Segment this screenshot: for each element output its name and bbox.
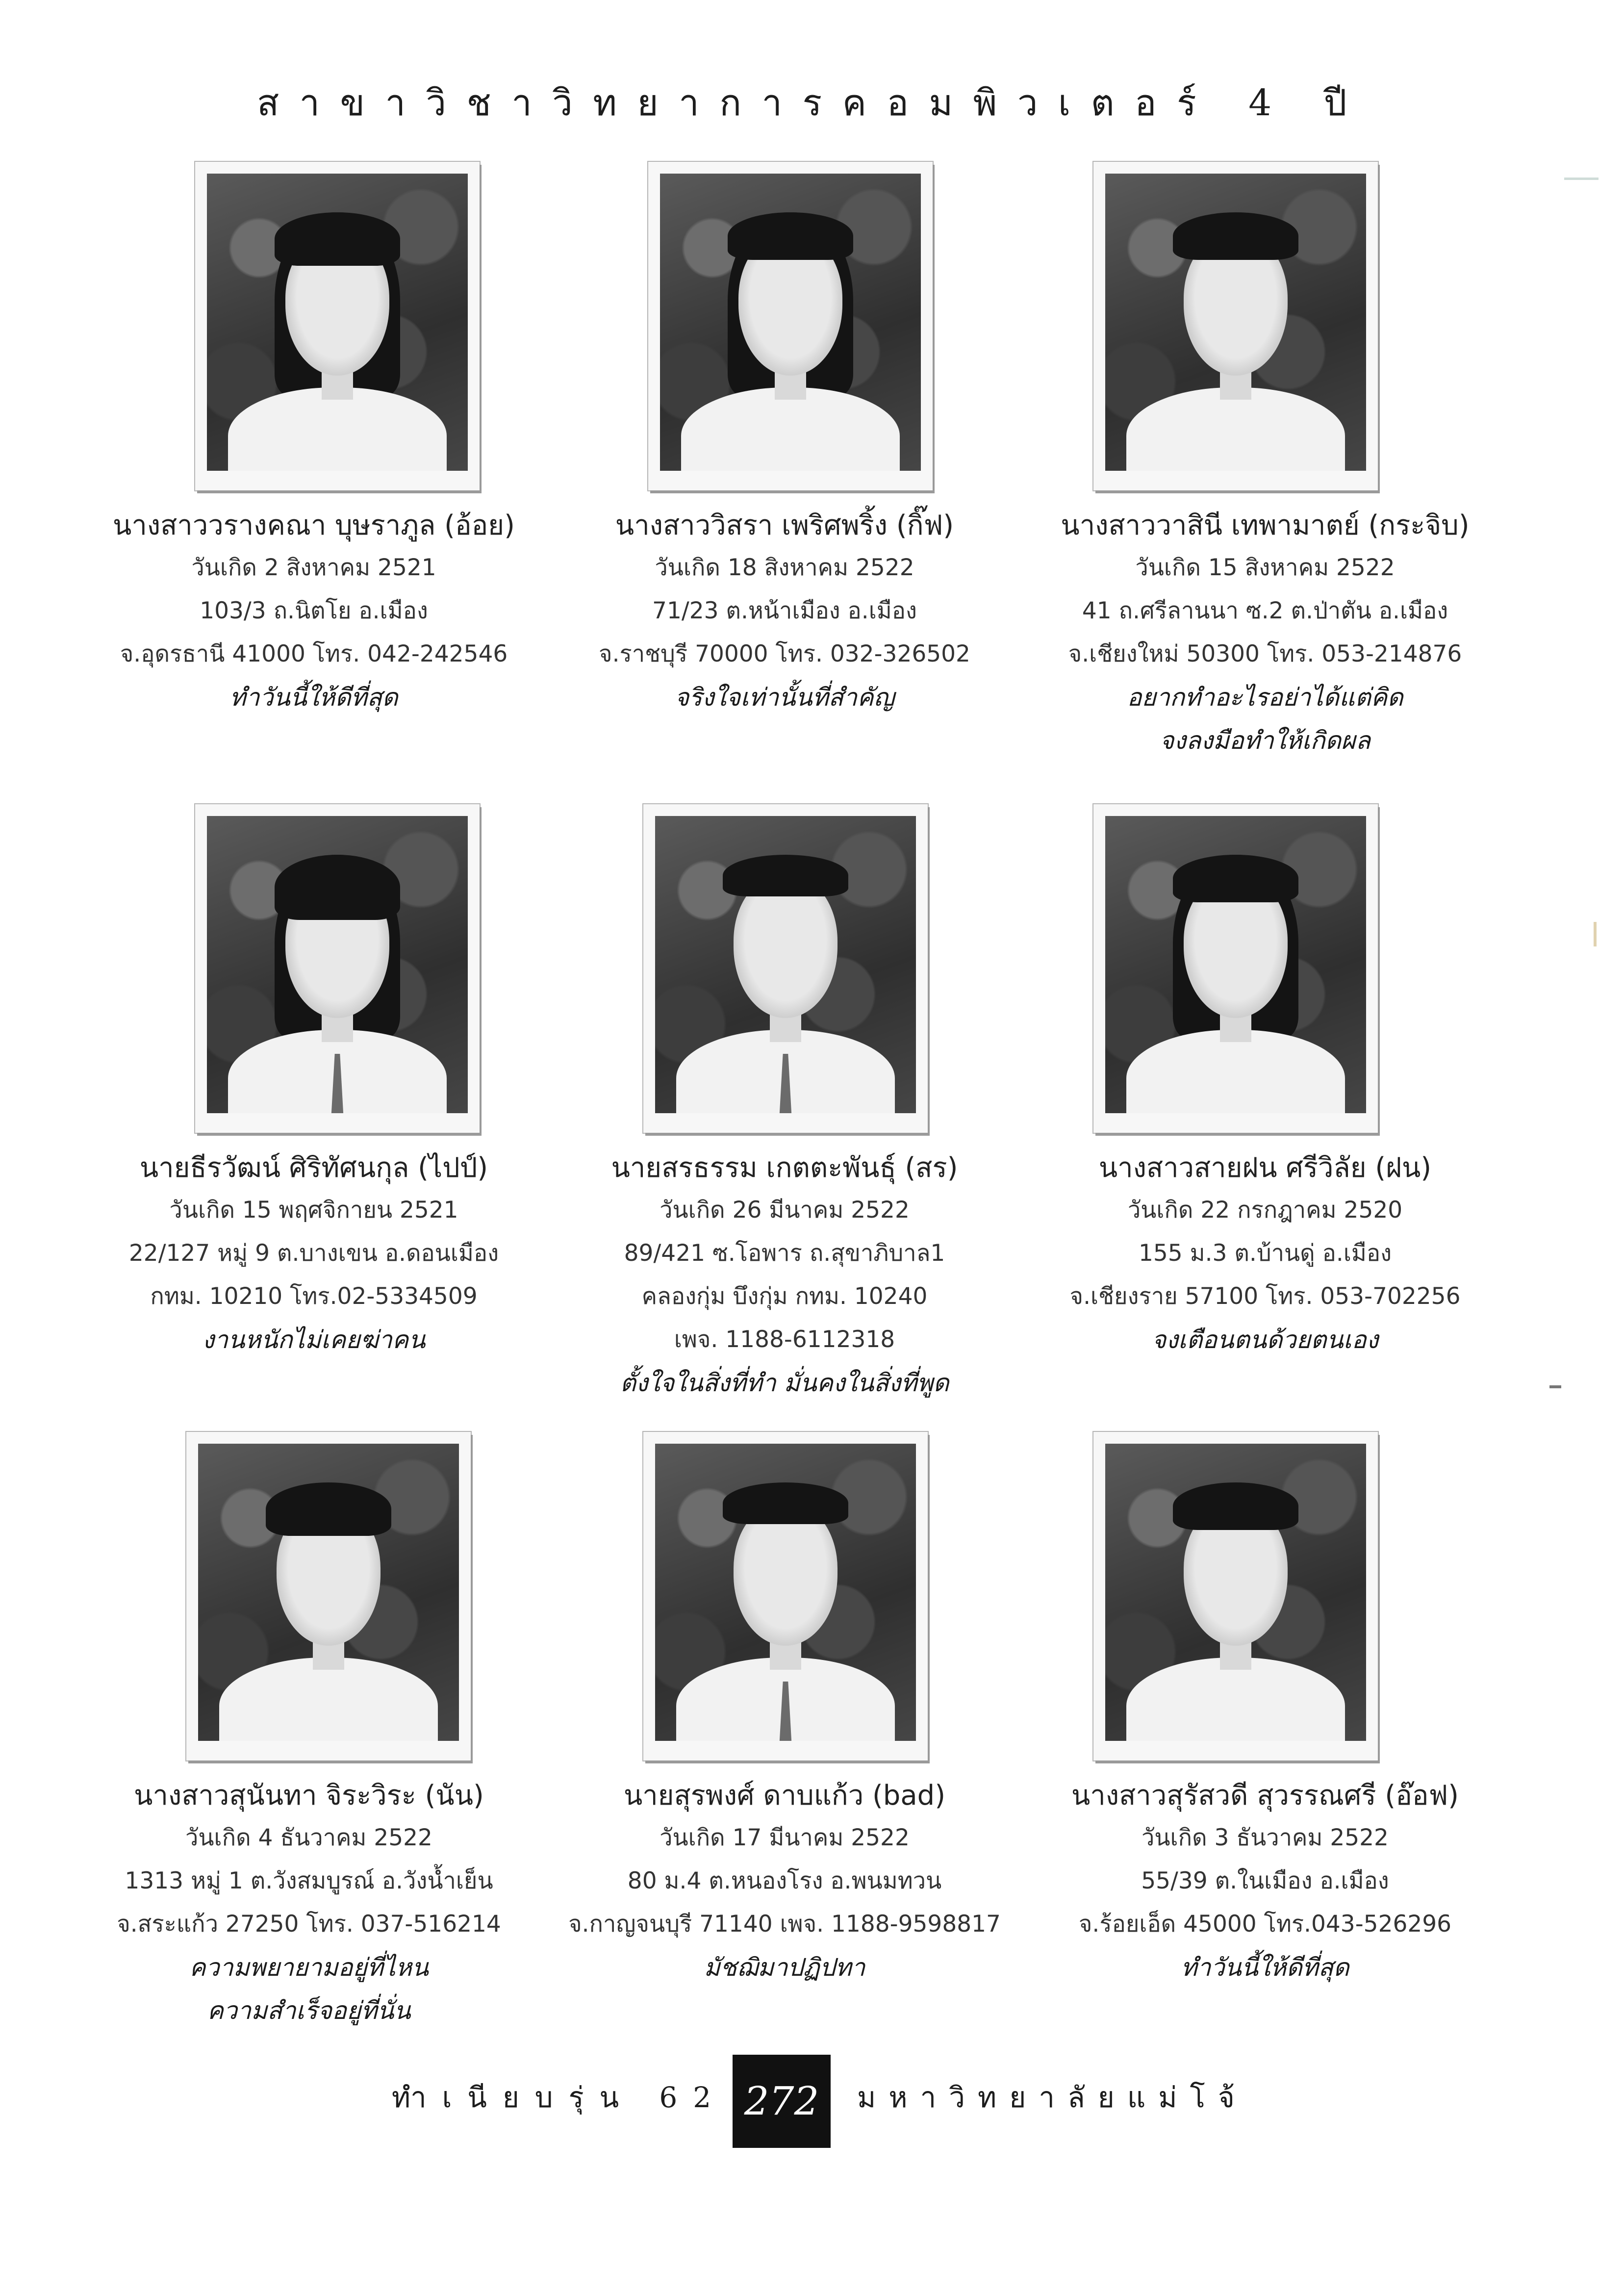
student-motto: ตั้งใจในสิ่งที่ทำ มั่นคงในสิ่งที่พูด	[620, 1369, 949, 1397]
student-address-line: คลองกุ่ม บึงกุ่ม กทม. 10240	[641, 1283, 928, 1310]
student-birthdate: วันเกิด 15 สิงหาคม 2522	[1135, 554, 1395, 581]
page-number: 272	[733, 2055, 831, 2148]
student-name: นายสุรพงศ์ ดาบแก้ว (bad)	[623, 1780, 946, 1811]
student-name: นางสาวสุรัสวดี สุวรรณศรี (อ๊อฟ)	[1071, 1780, 1459, 1811]
student-birthdate: วันเกิด 22 กรกฎาคม 2520	[1127, 1197, 1403, 1224]
student-photo	[643, 804, 928, 1133]
student-address-line: 1313 หมู่ 1 ต.วังสมบูรณ์ อ.วังน้ำเย็น	[125, 1867, 493, 1894]
footer-university-name: มหาวิทยาลัยแม่โจ้	[857, 2081, 1247, 2114]
student-address-line: จ.เชียงใหม่ 50300 โทร. 053-214876	[1068, 640, 1462, 667]
student-motto: ความพยายามอยู่ที่ไหน	[189, 1953, 429, 1982]
student-motto: มัชฌิมาปฏิปทา	[704, 1953, 865, 1982]
scan-edge-mark	[1564, 178, 1599, 180]
student-name: นายธีรวัฒน์ ศิริทัศนกุล (ไปป์)	[139, 1152, 488, 1184]
student-address-line: จ.กาญจนบุรี 71140 เพจ. 1188-9598817	[568, 1911, 1001, 1938]
student-motto: จงเตือนตนด้วยตนเอง	[1151, 1326, 1379, 1354]
footer-yearbook-title: ทำเนียบรุ่น 62	[391, 2081, 727, 2114]
student-address-line: 55/39 ต.ในเมือง อ.เมือง	[1141, 1867, 1389, 1894]
student-address-line: 71/23 ต.หน้าเมือง อ.เมือง	[652, 597, 917, 624]
student-motto: อยากทำอะไรอย่าได้แต่คิด	[1127, 683, 1403, 712]
student-address-line: จ.สระแก้ว 27250 โทร. 037-516214	[117, 1911, 501, 1938]
student-address-line: 155 ม.3 ต.บ้านดู่ อ.เมือง	[1138, 1240, 1392, 1267]
student-birthdate: วันเกิด 2 สิงหาคม 2521	[191, 554, 436, 581]
student-address-line: 41 ถ.ศรีลานนา ซ.2 ต.ป่าตัน อ.เมือง	[1082, 597, 1448, 624]
student-birthdate: วันเกิด 3 ธันวาคม 2522	[1142, 1824, 1389, 1851]
student-birthdate: วันเกิด 15 พฤศจิกายน 2521	[169, 1197, 458, 1224]
student-name: นางสาววิสรา เพริศพริ้ง (กิ๊ฟ)	[615, 510, 954, 541]
student-photo	[195, 162, 480, 490]
student-photo	[643, 1432, 928, 1760]
student-photo	[195, 804, 480, 1133]
student-address-line: จ.ร้อยเอ็ด 45000 โทร.043-526296	[1078, 1911, 1452, 1938]
student-name: นางสาวสายฝน ศรีวิลัย (ฝน)	[1098, 1152, 1432, 1184]
student-address-line: กทม. 10210 โทร.02-5334509	[150, 1283, 478, 1310]
student-name: นางสาววาสินี เทพามาตย์ (กระจิบ)	[1061, 510, 1470, 541]
student-photo	[648, 162, 933, 490]
student-photo	[1093, 162, 1378, 490]
page-footer	[0, 2055, 1624, 2148]
student-birthdate: วันเกิด 17 มีนาคม 2522	[660, 1824, 910, 1851]
student-address-line: จ.อุดรธานี 41000 โทร. 042-242546	[120, 640, 508, 667]
student-address-line: 103/3 ถ.นิตโย อ.เมือง	[200, 597, 428, 624]
scan-edge-mark	[1549, 1385, 1561, 1388]
student-photo	[186, 1432, 471, 1760]
student-name: นางสาววรางคณา บุษราภูล (อ้อย)	[113, 510, 515, 541]
page-title: สาขาวิชาวิทยาการคอมพิวเตอร์ 4 ปี	[256, 82, 1368, 124]
student-motto: ทำวันนี้ให้ดีที่สุด	[1181, 1953, 1349, 1982]
student-motto: ความสำเร็จอยู่ที่นั่น	[207, 1996, 411, 2025]
student-address-line: จ.ราชบุรี 70000 โทร. 032-326502	[599, 640, 970, 667]
student-name: นายสรธรรม เกตตะพันธุ์ (สร)	[611, 1152, 958, 1184]
student-name: นางสาวสุนันทา จิระวิระ (นัน)	[134, 1780, 484, 1811]
student-birthdate: วันเกิด 4 ธันวาคม 2522	[185, 1824, 432, 1851]
student-birthdate: วันเกิด 18 สิงหาคม 2522	[655, 554, 914, 581]
student-birthdate: วันเกิด 26 มีนาคม 2522	[660, 1197, 910, 1224]
scan-edge-mark	[1594, 922, 1597, 946]
student-address-line: 89/421 ซ.โอพาร ถ.สุขาภิบาล1	[624, 1240, 945, 1267]
student-motto: จริงใจเท่านั้นที่สำคัญ	[674, 683, 895, 712]
student-motto: ทำวันนี้ให้ดีที่สุด	[229, 683, 398, 712]
student-address-line: จ.เชียงราย 57100 โทร. 053-702256	[1069, 1283, 1461, 1310]
student-photo	[1093, 804, 1378, 1133]
student-address-line: เพจ. 1188-6112318	[674, 1326, 895, 1353]
student-motto: งานหนักไม่เคยฆ่าคน	[202, 1326, 426, 1354]
student-motto: จงลงมือทำให้เกิดผล	[1160, 726, 1370, 755]
student-address-line: 22/127 หมู่ 9 ต.บางเขน อ.ดอนเมือง	[128, 1240, 499, 1267]
student-address-line: 80 ม.4 ต.หนองโรง อ.พนมทวน	[627, 1867, 942, 1894]
student-photo	[1093, 1432, 1378, 1760]
